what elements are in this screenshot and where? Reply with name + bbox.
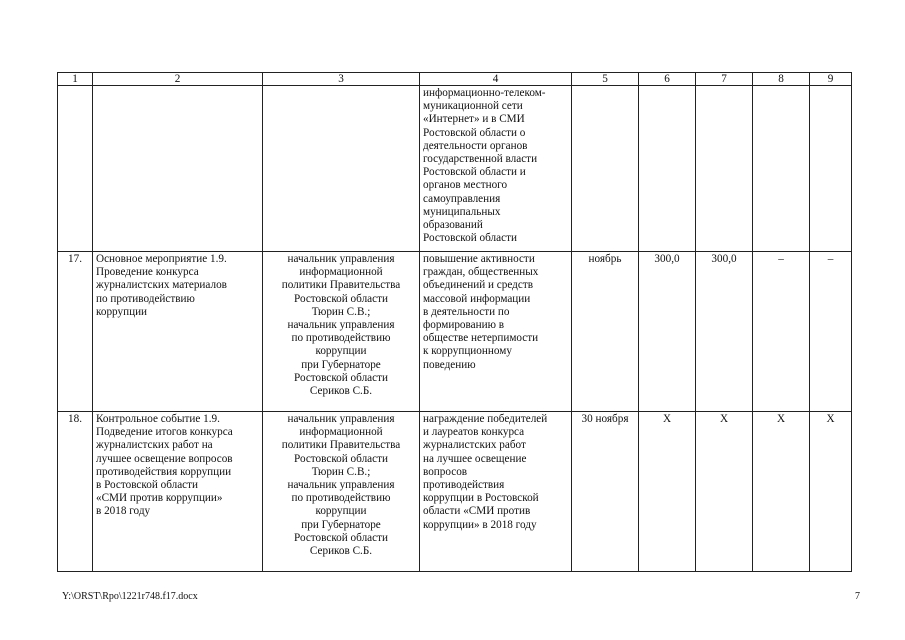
cell-line: формированию в: [423, 319, 505, 332]
cell-c6: 300,0: [639, 252, 696, 412]
cell-line: граждан, общественных: [423, 266, 539, 279]
cell-c3: [263, 252, 420, 412]
cell-line: Ростовской области о: [423, 126, 526, 139]
cell-line: лучшее освещение вопросов: [96, 452, 233, 465]
cell-line: информационной: [299, 426, 383, 439]
cell-line: при Губернаторе: [301, 358, 381, 371]
cell-line: коррупции: [315, 345, 367, 358]
plan-table: [57, 72, 852, 572]
header-cell: 7: [696, 73, 753, 86]
table-row: [58, 412, 852, 572]
header-cell: 5: [572, 73, 639, 86]
header-row: [58, 73, 852, 86]
cell-c8: –: [753, 252, 810, 412]
cell-line: к коррупционному: [423, 345, 512, 358]
cell-line: органов местного: [423, 179, 508, 192]
cell-c6: X: [639, 412, 696, 572]
cell-line: государственной власти: [423, 153, 538, 166]
cell-line: при Губернаторе: [301, 518, 381, 531]
cell-c2: [93, 252, 263, 412]
cell-c9: –: [810, 252, 852, 412]
cell-c6: [639, 86, 696, 252]
header-cell: 3: [263, 73, 420, 86]
cell-line: информационной: [299, 266, 383, 279]
cell-line: журналистских работ: [423, 439, 526, 452]
cell-c1: 18.: [58, 412, 93, 572]
cell-line: и лауреатов конкурса: [423, 426, 525, 439]
cell-line: начальник управления: [287, 253, 395, 265]
cell-line: обществе нетерпимости: [423, 332, 539, 345]
cell-line: «СМИ против коррупции»: [96, 492, 223, 505]
cell-line: Ростовской области: [294, 452, 388, 465]
cell-line: начальник управления: [287, 413, 395, 425]
cell-c2: [93, 412, 263, 572]
cell-line: по противодействию: [291, 332, 391, 345]
cell-line: в 2018 году: [96, 505, 151, 518]
cell-line: журналистских работ на: [96, 439, 213, 452]
header-cell: 2: [93, 73, 263, 86]
cell-c5: 30 ноября: [572, 412, 639, 572]
table-row: [58, 86, 852, 252]
cell-line: на лучшее освещение: [423, 452, 527, 465]
cell-c5: ноябрь: [572, 252, 639, 412]
cell-c9: X: [810, 412, 852, 572]
file-path: Y:\ORST\Rpo\1221r748.f17.docx: [62, 591, 198, 602]
cell-line: Ростовской области: [294, 292, 388, 305]
cell-line: противодействия коррупции: [96, 465, 232, 478]
header-cell: 4: [420, 73, 572, 86]
cell-c4: [420, 252, 572, 412]
cell-line: массовой информации: [423, 292, 531, 305]
header-cell: 8: [753, 73, 810, 86]
cell-line: по противодействию: [96, 292, 195, 305]
cell-c4: [420, 86, 572, 252]
cell-line: в Ростовской области: [96, 479, 199, 492]
cell-line: по противодействию: [291, 492, 391, 505]
cell-c8: [753, 86, 810, 252]
cell-c2: [93, 86, 263, 252]
cell-line: вопросов: [423, 465, 468, 478]
cell-line: Контрольное событие 1.9.: [96, 413, 220, 425]
cell-line: Проведение конкурса: [96, 266, 199, 279]
cell-line: коррупции» в 2018 году: [423, 518, 537, 531]
cell-line: Тюрин С.В.;: [311, 465, 371, 478]
cell-line: начальник управления: [287, 319, 395, 332]
cell-line: Сериков С.Б.: [309, 545, 373, 558]
cell-line: Сериков С.Б.: [309, 385, 373, 398]
cell-line: повышение активности: [423, 253, 535, 265]
cell-c3: [263, 412, 420, 572]
cell-c7: 300,0: [696, 252, 753, 412]
cell-line: Ростовской области и: [423, 166, 526, 179]
cell-line: области «СМИ против: [423, 505, 531, 518]
cell-line: Ростовской области: [294, 371, 388, 384]
cell-line: деятельности органов: [423, 139, 528, 152]
cell-line: политики Правительства: [281, 439, 401, 452]
cell-c1: 17.: [58, 252, 93, 412]
cell-c7: [696, 86, 753, 252]
cell-c9: [810, 86, 852, 252]
cell-c3: [263, 86, 420, 252]
cell-c4: [420, 412, 572, 572]
header-cell: 6: [639, 73, 696, 86]
cell-line: муниципальных: [423, 205, 501, 218]
page-number: 7: [855, 591, 860, 602]
cell-line: образований: [423, 219, 483, 232]
cell-line: коррупции в Ростовской: [423, 492, 539, 505]
cell-line: коррупции: [96, 305, 148, 318]
cell-line: информационно-телеком-: [423, 87, 546, 99]
cell-line: Подведение итогов конкурса: [96, 426, 233, 439]
cell-c5: [572, 86, 639, 252]
cell-line: Ростовской области: [294, 531, 388, 544]
cell-line: начальник управления: [287, 479, 395, 492]
cell-line: объединений и средств: [423, 279, 533, 292]
cell-c7: X: [696, 412, 753, 572]
cell-line: награждение победителей: [423, 413, 548, 425]
cell-c8: X: [753, 412, 810, 572]
cell-line: самоуправления: [423, 192, 501, 205]
cell-line: противодействия: [423, 479, 505, 492]
cell-line: Основное мероприятие 1.9.: [96, 253, 227, 265]
cell-c1: [58, 86, 93, 252]
cell-line: коррупции: [315, 505, 367, 518]
cell-line: муникационной сети: [423, 100, 523, 113]
cell-line: политики Правительства: [281, 279, 401, 292]
cell-line: Тюрин С.В.;: [311, 305, 371, 318]
cell-line: журналистских материалов: [96, 279, 227, 292]
header-cell: 9: [810, 73, 852, 86]
cell-line: в деятельности по: [423, 305, 510, 318]
cell-line: поведению: [423, 358, 476, 371]
table-row: [58, 252, 852, 412]
cell-line: Ростовской области: [423, 232, 517, 245]
cell-line: «Интернет» и в СМИ: [423, 113, 525, 126]
header-cell: 1: [58, 73, 93, 86]
